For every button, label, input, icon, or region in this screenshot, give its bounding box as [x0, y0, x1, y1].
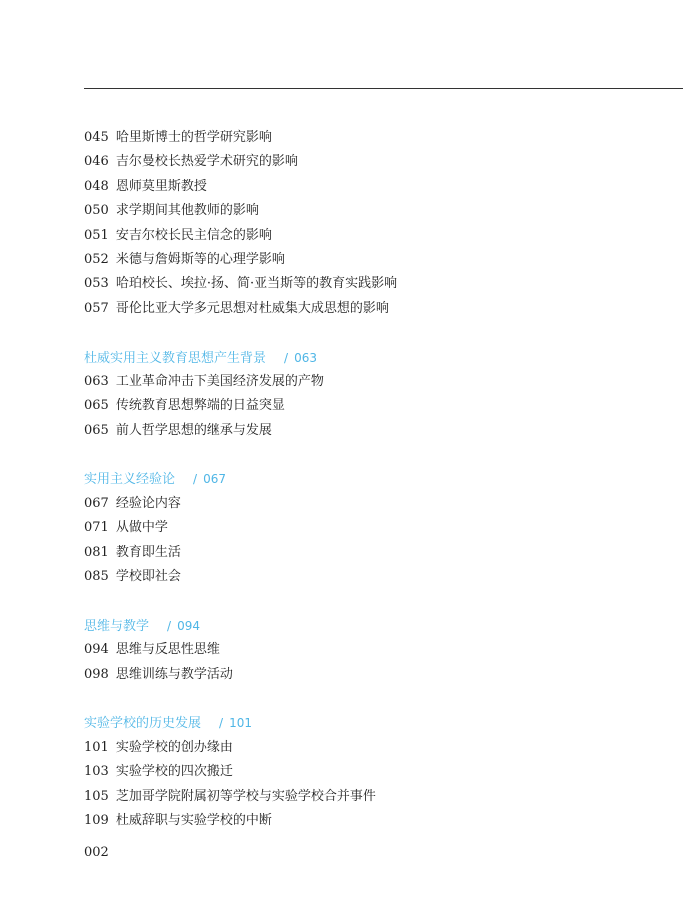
toc-entry[interactable]: [84, 419, 644, 443]
toc-entry-title: 学校即社会: [115, 569, 181, 585]
section-title: 杜威实用主义教育思想产生背景: [84, 350, 267, 366]
toc-entry-title: 前人哲学思想的继承与发展: [115, 422, 272, 438]
toc-entry[interactable]: [84, 126, 644, 150]
toc-entry[interactable]: [84, 785, 644, 809]
toc-entry-page: 085: [84, 569, 109, 585]
toc-entry-page: 071: [84, 520, 109, 536]
toc-entry[interactable]: [84, 541, 644, 565]
toc-entry-title: 哈珀校长、埃拉·扬、简·亚当斯等的教育实践影响: [115, 276, 398, 292]
toc-entry-page: 050: [84, 203, 109, 219]
toc-entry[interactable]: [84, 272, 644, 296]
toc-entry-title: 教育即生活: [115, 544, 181, 560]
toc-entry-page: 094: [84, 642, 109, 658]
toc-entry-title: 哥伦比亚大学多元思想对杜威集大成思想的影响: [115, 300, 389, 316]
toc-entry-title: 杜威辞职与实验学校的中断: [115, 812, 272, 828]
page-number: 002: [84, 845, 109, 860]
toc-entry-page: 057: [84, 300, 109, 316]
toc-entry-title: 哈里斯博士的哲学研究影响: [115, 130, 272, 145]
toc-entry[interactable]: [84, 175, 644, 199]
toc-entry-title: 思维与反思性思维: [115, 642, 220, 658]
toc-entry[interactable]: [84, 492, 644, 516]
toc-entry-page: 052: [84, 251, 109, 267]
section-heading[interactable]: [84, 346, 644, 370]
toc-entry[interactable]: [84, 394, 644, 418]
toc-entry-title: 恩师莫里斯教授: [115, 178, 207, 194]
section-title: 思维与教学: [84, 618, 150, 634]
toc-entry-title: 从做中学: [115, 520, 168, 536]
section-separator: /: [193, 472, 198, 487]
toc-entry[interactable]: [84, 760, 644, 784]
section-page: 101: [229, 716, 252, 731]
section-heading[interactable]: [84, 614, 644, 638]
section-spacer: [84, 321, 644, 345]
toc-entry-title: 工业革命冲击下美国经济发展的产物: [115, 373, 324, 389]
toc-entry-title: 安吉尔校长民主信念的影响: [115, 227, 272, 243]
toc-entry-page: 067: [84, 495, 109, 511]
toc-entry[interactable]: [84, 638, 644, 662]
toc-entry-title: 实验学校的四次搬迁: [115, 764, 233, 780]
toc-entry-page: 103: [84, 764, 109, 780]
toc-entry[interactable]: [84, 248, 644, 272]
section-title: 实用主义经验论: [84, 472, 176, 488]
section-spacer: [84, 687, 644, 711]
toc-entry-title: 实验学校的创办缘由: [115, 739, 233, 755]
header-rule: [84, 88, 683, 89]
toc-entry-page: 053: [84, 276, 109, 292]
section-heading[interactable]: [84, 711, 644, 735]
toc-entry[interactable]: [84, 809, 644, 833]
toc-entry-page: 098: [84, 666, 109, 682]
toc-entry-title: 芝加哥学院附属初等学校与实验学校合并事件: [115, 788, 376, 804]
section-page: 094: [177, 618, 200, 633]
section-page: 067: [203, 472, 226, 487]
toc-entry-page: 101: [84, 739, 109, 755]
toc-entry[interactable]: [84, 199, 644, 223]
toc-entry-page: 105: [84, 788, 109, 804]
toc-entry[interactable]: [84, 736, 644, 760]
toc-entry-page: 065: [84, 398, 109, 414]
section-separator: /: [284, 350, 289, 365]
toc-entry-title: 经验论内容: [115, 495, 181, 511]
toc-entry-page: 081: [84, 544, 109, 560]
toc-entry-title: 米德与詹姆斯等的心理学影响: [115, 251, 285, 267]
section-title: 实验学校的历史发展: [84, 716, 202, 732]
toc-entry-page: 046: [84, 154, 109, 170]
toc-entry-page: 109: [84, 812, 109, 828]
toc-entry[interactable]: [84, 565, 644, 589]
toc-entry-page: 048: [84, 178, 109, 194]
section-separator: /: [219, 716, 224, 731]
toc-entry-page: 063: [84, 373, 109, 389]
section-separator: /: [167, 618, 172, 633]
toc-entry-page: 065: [84, 422, 109, 438]
toc-entry-title: 思维训练与教学活动: [115, 666, 233, 682]
section-page: 063: [294, 350, 317, 365]
section-spacer: [84, 589, 644, 613]
toc-entry-page: 051: [84, 227, 109, 243]
toc-entry-page: 045: [84, 130, 109, 145]
section-spacer: [84, 443, 644, 467]
toc-entry-title: 求学期间其他教师的影响: [115, 203, 259, 219]
toc-entry[interactable]: [84, 297, 644, 321]
toc-entry[interactable]: [84, 370, 644, 394]
toc-entry[interactable]: [84, 150, 644, 174]
toc-entry-title: 吉尔曼校长热爱学术研究的影响: [115, 154, 298, 170]
table-of-contents: [84, 126, 644, 833]
section-heading[interactable]: [84, 467, 644, 491]
toc-entry[interactable]: [84, 224, 644, 248]
toc-entry-title: 传统教育思想弊端的日益突显: [115, 398, 285, 414]
toc-entry[interactable]: [84, 516, 644, 540]
toc-entry[interactable]: [84, 663, 644, 687]
